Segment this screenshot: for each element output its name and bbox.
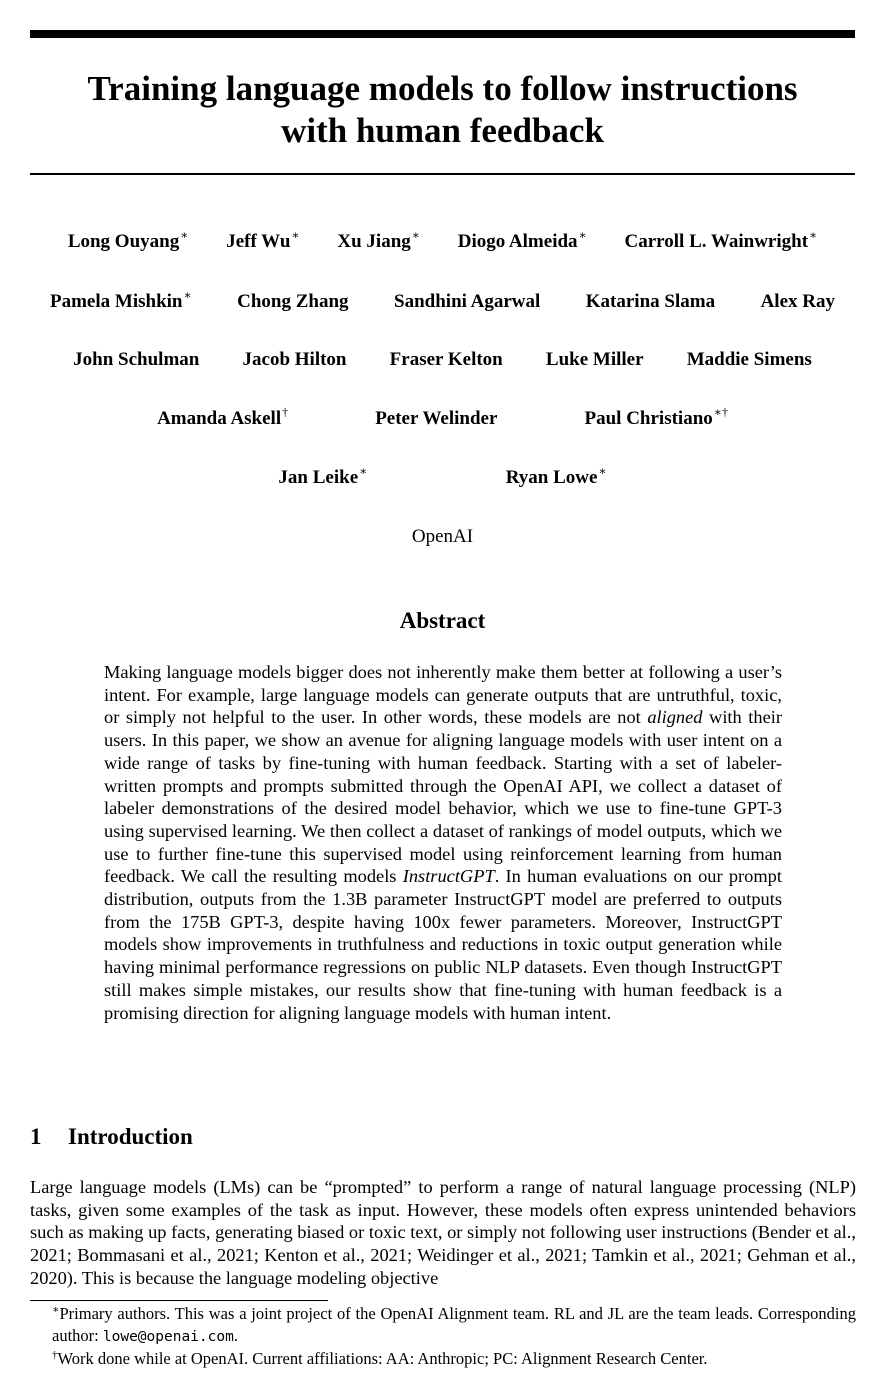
author: Sandhini Agarwal: [394, 291, 541, 312]
footnote-1: ∗Primary authors. This was a joint project of the OpenAI Alignment team. RL and JL are the team leads. Corresponding author: lowe@openai.com.: [52, 1304, 856, 1345]
email-link[interactable]: lowe@openai.com: [102, 1329, 234, 1345]
affiliation: OpenAI: [411, 526, 474, 547]
author: Jeff Wu∗: [226, 228, 300, 252]
author: Diogo Almeida∗: [457, 228, 587, 252]
paper-page: [30, 0, 855, 1400]
author-mark: ∗: [291, 228, 300, 242]
top-rule: [30, 30, 855, 38]
title-line-1: Training language models to follow instructions: [87, 69, 798, 108]
author-mark: ∗: [411, 228, 420, 242]
footnote-2: †Work done while at OpenAI. Current affiliations: AA: Anthropic; PC: Alignment Research Center.: [52, 1349, 708, 1368]
author: Amanda Askell†: [157, 405, 289, 429]
author: Jacob Hilton: [242, 349, 347, 370]
abstract-text: Making language models bigger does not inherently make them better at following a user’s intent. For example, large language models can generate outputs that are untruthful, toxic, or simply not helpful to the user. In other words, these models are not aligned with their users. In this paper, we show an avenue for aligning language models with user intent on a wide range of tasks by fine-tuning with human feedback. Starting with a set of labeler-written prompts and prompts submitted through the OpenAI API, we collect a dataset of labeler demonstrations of the desired model behavior, which we use to fine-tune GPT-3 using supervised learning. We then collect a dataset of rankings of model outputs, which we use to further fine-tune this supervised model using reinforcement learning from human feedback. We call the resulting models InstructGPT. In human evaluations on our prompt distribution, outputs from the 1.3B parameter InstructGPT model are preferred to outputs from the 175B GPT-3, despite having 100x fewer parameters. Moreover, InstructGPT models show improvements in truthfulness and reductions in toxic output generation while having minimal performance regressions on public NLP datasets. Even though InstructGPT still makes simple mistakes, our results show that fine-tuning with human feedback is a promising direction for aligning language models with human intent.: [104, 662, 782, 1023]
author: Katarina Slama: [585, 291, 716, 312]
section-number: 1: [30, 1124, 42, 1149]
emphasis: InstructGPT: [402, 866, 495, 887]
author: Xu Jiang∗: [337, 228, 420, 252]
author: Luke Miller: [545, 349, 644, 370]
author-row-2: [30, 290, 855, 314]
author: Alex Ray: [760, 291, 835, 312]
author-mark: ∗: [809, 228, 818, 242]
author: Long Ouyang∗: [67, 228, 189, 252]
author-mark: ∗: [598, 464, 607, 478]
title-bottom-rule: [30, 173, 855, 175]
author: Maddie Simens: [686, 349, 812, 370]
introduction-text: Large language models (LMs) can be “prompted” to perform a range of natural language processing (NLP) tasks, given some examples of the task as input. However, these models often express unintended behaviors such as making up facts, generating biased or toxic text, or simply not following user instructions (Bender et al., 2021; Bommasani et al., 2021; Kenton et al., 2021; Weidinger et al., 2021; Tamkin et al., 2021; Gehman et al., 2020). This is because the language modeling objective: [30, 1177, 856, 1288]
author: John Schulman: [73, 349, 200, 370]
author-row-3: [30, 348, 855, 372]
author-mark: †: [282, 405, 289, 419]
author: Jan Leike∗: [278, 464, 368, 488]
author: Paul Christiano∗†: [584, 405, 728, 429]
author-row-1: [30, 230, 855, 254]
author: Pamela Mishkin∗: [50, 288, 192, 312]
section-title: Introduction: [68, 1124, 193, 1149]
footnote-rule: [30, 1300, 328, 1301]
footnotes: [30, 1303, 856, 1370]
author: Chong Zhang: [237, 291, 349, 312]
author: Carroll L. Wainwright∗: [624, 228, 818, 252]
author: Peter Welinder: [375, 408, 498, 429]
author-mark: ∗: [359, 464, 368, 478]
abstract-heading: Abstract: [399, 608, 486, 633]
author-row-5: [30, 466, 855, 490]
author-row-4: [30, 407, 855, 431]
author-mark: ∗†: [713, 405, 728, 419]
title-line-2: with human feedback: [281, 111, 604, 150]
author-mark: ∗: [180, 228, 189, 242]
author-mark: ∗: [578, 228, 587, 242]
author: Fraser Kelton: [389, 349, 503, 370]
emphasis: aligned: [647, 707, 703, 728]
paper-title: [30, 68, 855, 152]
author-mark: ∗: [183, 288, 192, 302]
section-heading-introduction: [30, 1123, 855, 1151]
author: Ryan Lowe∗: [505, 464, 607, 488]
